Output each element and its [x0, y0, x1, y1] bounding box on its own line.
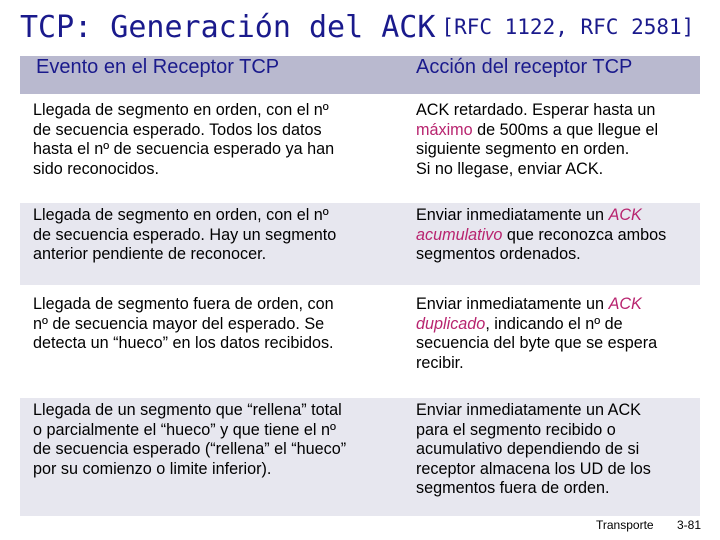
highlight-text: máximo: [416, 120, 473, 139]
page-number: 3-81: [677, 518, 702, 532]
table-row: [20, 203, 700, 285]
event-cell: Llegada de segmento en orden, con el nº de secuencia esperado. Todos los datos hasta el nº de secuencia esperado ya han sido reconocidos.: [33, 101, 335, 178]
action-cell: Enviar inmediatamente un ACK acumulativo que reconozca ambos segmentos ordenados.: [416, 206, 667, 264]
highlight-text: duplicado: [416, 314, 486, 333]
header-action: Acción del receptor TCP: [416, 56, 633, 78]
action-cell: ACK retardado. Esperar hasta un máximo de 500ms a que llegue el siguiente segmento en orden. Si no llegase, enviar ACK.: [416, 101, 659, 178]
highlight-text: acumulativo: [416, 225, 503, 244]
event-cell: Llegada de segmento fuera de orden, con nº de secuencia mayor del esperado. Se detecta un “hueco” en los datos recibidos.: [33, 295, 334, 353]
slide-title: [20, 10, 694, 45]
action-cell: Enviar inmediatamente un ACK duplicado, indicando el nº de secuencia del byte que se espera recibir.: [416, 295, 658, 372]
highlight-text: ACK: [608, 295, 642, 313]
table-row: [20, 98, 700, 188]
header-event: Evento en el Receptor TCP: [36, 56, 280, 78]
highlight-text: ACK: [608, 206, 642, 224]
event-cell: Llegada de un segmento que “rellena” total o parcialmente el “hueco” y que tiene el nº de secuencia esperado (“rellena” el “hueco” por su comienzo o limite inferior).: [33, 401, 347, 478]
footer-section: Transporte: [596, 518, 654, 532]
table-row: [20, 292, 700, 388]
slide-title-main: TCP: Generación del ACK: [20, 10, 436, 45]
table-row: [20, 398, 700, 516]
slide-title-rfc: [RFC 1122, RFC 2581]: [441, 15, 695, 39]
action-cell: Enviar inmediatamente un ACK para el segmento recibido o acumulativo dependiendo de si receptor almacena los UD de los segmentos fuera de orden.: [416, 401, 651, 498]
table-header: [20, 56, 700, 94]
event-cell: Llegada de segmento en orden, con el nº de secuencia esperado. Hay un segmento anterior pendiente de reconocer.: [33, 206, 337, 264]
